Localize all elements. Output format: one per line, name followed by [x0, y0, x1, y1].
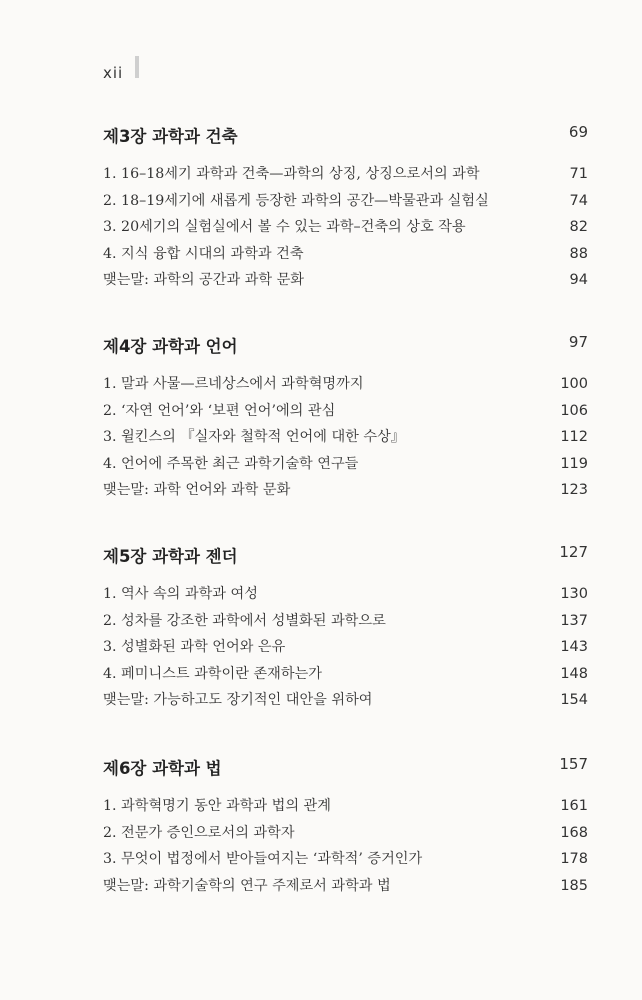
toc-entry	[103, 664, 588, 691]
chapter-heading	[103, 333, 588, 361]
chapter-title: 제4장 과학과 언어	[103, 337, 238, 356]
chapter-title: 제6장 과학과 법	[103, 759, 222, 778]
entry-page: 88	[569, 245, 588, 262]
entry-page: 94	[569, 272, 588, 288]
entry-page: 106	[560, 402, 588, 419]
folio: xii	[103, 64, 124, 82]
toc-entry	[103, 270, 588, 297]
entry-page: 185	[560, 877, 588, 894]
toc-entry	[103, 374, 588, 401]
entry-page: 130	[560, 586, 588, 602]
entry-text: 2. 성차를 강조한 과학에서 성별화된 과학으로	[103, 612, 386, 629]
entry-page: 154	[560, 692, 588, 708]
entry-text: 1. 말과 사물—르네상스에서 과학혁명까지	[103, 376, 364, 392]
entry-page: 168	[560, 824, 588, 841]
entry-text: 4. 언어에 주목한 최근 과학기술학 연구들	[103, 455, 359, 472]
toc-entry	[103, 164, 588, 191]
entry-page: 137	[560, 612, 588, 629]
chapter-page: 97	[568, 333, 588, 351]
toc-entry	[103, 849, 588, 876]
entry-text: 맺는말: 과학의 공간과 과학 문화	[103, 272, 304, 288]
entry-text: 3. 윌킨스의 『실자와 철학적 언어에 대한 수상』	[103, 429, 405, 445]
entry-text: 2. 18–19세기에 새롭게 등장한 과학의 공간—박물관과 실험실	[103, 192, 489, 209]
toc-entry	[103, 454, 588, 481]
toc-entry	[103, 637, 588, 664]
folio-mark	[135, 56, 139, 78]
toc-entry	[103, 217, 588, 244]
toc-entry	[103, 823, 588, 850]
entry-text: 맺는말: 과학 언어와 과학 문화	[103, 482, 291, 498]
chapter-6	[103, 755, 588, 902]
chapter-page: 69	[568, 123, 588, 141]
entry-text: 3. 무엇이 법정에서 받아들여지는 ‘과학적’ 증거인가	[103, 851, 423, 867]
toc-entry	[103, 611, 588, 638]
entry-text: 1. 역사 속의 과학과 여성	[103, 586, 258, 602]
toc-entry	[103, 480, 588, 507]
chapter-page: 157	[559, 755, 588, 773]
toc-entry	[103, 427, 588, 454]
toc-entry	[103, 244, 588, 271]
entry-list	[103, 374, 588, 507]
entry-text: 4. 페미니스트 과학이란 존재하는가	[103, 665, 322, 682]
entry-text: 4. 지식 융합 시대의 과학과 건축	[103, 245, 304, 262]
entry-page: 119	[560, 455, 588, 472]
chapter-page: 127	[559, 543, 588, 561]
entry-page: 82	[569, 219, 588, 235]
entry-text: 2. 전문가 증인으로서의 과학자	[103, 824, 295, 841]
entry-page: 123	[560, 482, 588, 498]
entry-text: 1. 과학혁명기 동안 과학과 법의 관계	[103, 798, 331, 814]
chapter-5	[103, 543, 588, 717]
entry-page: 178	[560, 851, 588, 867]
entry-page: 71	[569, 166, 588, 182]
entry-text: 3. 성별화된 과학 언어와 은유	[103, 639, 286, 655]
toc-entry	[103, 876, 588, 903]
chapter-title: 제5장 과학과 젠더	[103, 547, 238, 566]
entry-text: 1. 16–18세기 과학과 건축—과학의 상징, 상징으로서의 과학	[103, 166, 480, 182]
entry-text: 맺는말: 가능하고도 장기적인 대안을 위하여	[103, 692, 373, 708]
toc-entry	[103, 690, 588, 717]
chapter-heading	[103, 755, 588, 783]
entry-text: 2. ‘자연 언어’와 ‘보편 언어’에의 관심	[103, 402, 336, 419]
entry-list	[103, 796, 588, 902]
chapter-heading	[103, 543, 588, 571]
entry-page: 112	[560, 429, 588, 445]
toc-entry	[103, 191, 588, 218]
entry-text: 3. 20세기의 실험실에서 볼 수 있는 과학–건축의 상호 작용	[103, 219, 466, 235]
chapter-heading	[103, 123, 588, 151]
entry-page: 100	[560, 376, 588, 392]
chapter-title: 제3장 과학과 건축	[103, 127, 238, 146]
toc-entry	[103, 584, 588, 611]
chapter-4	[103, 333, 588, 507]
chapter-3	[103, 123, 588, 297]
entry-list	[103, 164, 588, 297]
toc-entry	[103, 401, 588, 428]
entry-page: 74	[569, 192, 588, 209]
entry-list	[103, 584, 588, 717]
entry-page: 148	[560, 665, 588, 682]
toc-entry	[103, 796, 588, 823]
entry-page: 143	[560, 639, 588, 655]
entry-text: 맺는말: 과학기술학의 연구 주제로서 과학과 법	[103, 877, 391, 894]
entry-page: 161	[560, 798, 588, 814]
